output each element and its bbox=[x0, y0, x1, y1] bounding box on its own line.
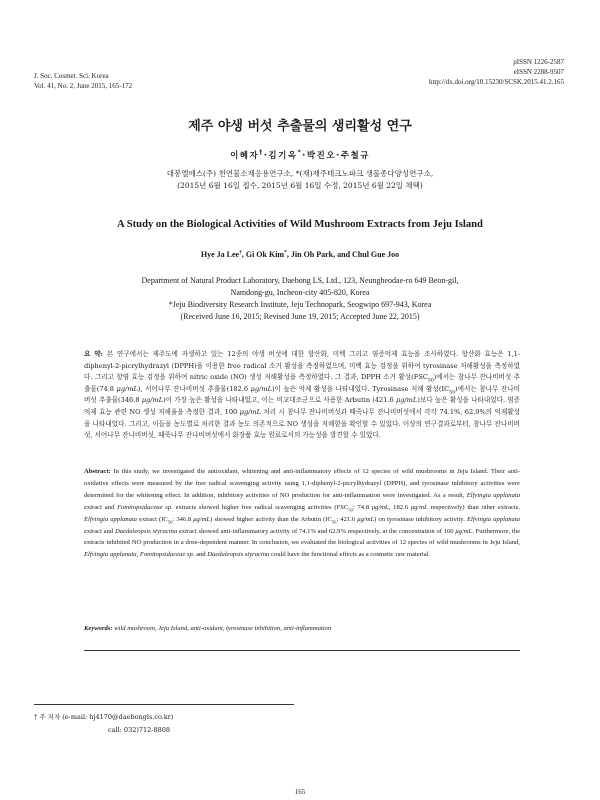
subscript: 50 bbox=[427, 378, 434, 384]
unit: μg/mL bbox=[455, 527, 473, 535]
title-english: A Study on the Biological Activities of Wild Mushroom Extracts from Jeju Island bbox=[117, 219, 483, 230]
author-2: 김기옥 bbox=[268, 151, 298, 161]
species-name: Elfvingia applanata, Fomitopsidaceae sp. bbox=[84, 551, 195, 559]
title-korean: 제주 야생 버섯 추출물의 생리활성 연구 bbox=[188, 119, 412, 134]
affiliation-english bbox=[0, 275, 600, 323]
eissn: eISSN 2288-9507 bbox=[513, 68, 564, 76]
species-name: Daedaleopsis styracina bbox=[207, 551, 270, 559]
author-separator: · bbox=[263, 151, 269, 161]
species-name: Elfvingia applanata bbox=[466, 491, 520, 499]
abstract-english-text: extracts showed higher free radical scavenging activities (FSC bbox=[172, 503, 349, 511]
unit: μg/mL bbox=[141, 396, 164, 405]
abstract-english-text: extract showed anti-inflammatory activity of 74.1% and 62.9% respectively, at the concentration of 100 bbox=[177, 527, 456, 535]
affiliation-korean bbox=[0, 168, 600, 192]
affiliation-english-line: *Jeju Biodiversity Research Institute, Jeju Technopark, Seogwipo 697-943, Korea bbox=[168, 300, 432, 309]
species-name: Elfvingia applanata bbox=[84, 515, 137, 523]
abstract-english-text: : 74.8 bbox=[352, 503, 372, 511]
author-en-2-mark: * bbox=[284, 249, 287, 256]
journal-header-right bbox=[429, 57, 564, 87]
subscript: 50 bbox=[331, 518, 337, 524]
abstract-english-text: extract (IC bbox=[136, 515, 168, 523]
keywords-label: Keywords: bbox=[84, 625, 113, 632]
abstract-korean-text: )이 높은 억제 활성을 나타내었다. Tyrosinase 저해 활성(IC bbox=[271, 384, 450, 393]
abstract-english-text: extract and bbox=[84, 503, 118, 511]
abstract-english-text: respectively) than other extracts. bbox=[427, 503, 521, 511]
abstract-english-text: could have the functional effects as a cosmetic raw material. bbox=[269, 551, 431, 559]
section-divider bbox=[84, 650, 520, 651]
abstract-english-text: ) on tyrosinase inhibitory activity. bbox=[374, 515, 467, 523]
abstract-english-text: . Furthermore, the extracts inhibited NO production in a dose-dependent manner. In conclusion, we evaluated the biological activities of 12 species of wild mushrooms in Jeju Island, bbox=[84, 527, 520, 547]
species-name: Elfvingia applanata bbox=[467, 515, 520, 523]
footnote-divider bbox=[34, 704, 294, 705]
author-2-mark: * bbox=[297, 149, 303, 157]
unit: μg/mL bbox=[410, 503, 428, 511]
unit: μg/mL bbox=[250, 384, 272, 393]
species-name: Daedaleopsis styracina bbox=[114, 527, 178, 535]
abstract-english-text: and bbox=[194, 551, 208, 559]
keywords bbox=[84, 624, 520, 634]
journal-name: J. Soc. Cosmet. Sci. Korea bbox=[34, 72, 109, 80]
doi-link[interactable]: http://dx.doi.org/10.15230/SCSK.2015.41.2.165 bbox=[428, 78, 564, 86]
unit: μg/mL bbox=[357, 515, 375, 523]
abstract-english-text: extract and bbox=[84, 527, 115, 535]
subscript: 50 bbox=[167, 518, 173, 524]
pissn: pISSN 1226-2587 bbox=[513, 58, 564, 66]
abstract-korean-text: ), 서어나무 잔나비버섯 추출물(182.6 bbox=[137, 384, 251, 393]
author-separator: · bbox=[336, 151, 341, 161]
dates-english: (Received June 16, 2015; Revised June 19, 2015; Accepted June 22, 2015) bbox=[180, 312, 420, 321]
abstract-korean-text: )에서는 참나무 잔나비버섯 추출물(346.8 bbox=[84, 384, 521, 405]
abstract-english bbox=[84, 466, 520, 561]
author-en-1: Hye Ja Lee bbox=[200, 250, 240, 259]
subscript: 50 bbox=[348, 507, 353, 513]
unit: μg/mL bbox=[116, 384, 138, 393]
authors-korean bbox=[0, 149, 600, 161]
abstract-korean-text: )이 가장 높은 활성을 나타내었고, 이는 비교대조군으로 사용한 Arbutin (421.6 bbox=[163, 396, 396, 405]
abstract-korean-text: )에서는 참나무 잔나비버섯 추출물(74.8 bbox=[84, 373, 521, 393]
author-separator: · bbox=[302, 151, 307, 161]
abstract-english-text: ) showed higher activity than the Arbutin (IC bbox=[210, 515, 332, 523]
unit: μg/mL bbox=[239, 407, 262, 416]
abstract-english-text: , 182.6 bbox=[388, 503, 411, 511]
footnote-author: † 주 저자 (e-mail: hj4170@daebongls.co.kr) bbox=[34, 713, 174, 721]
affiliation-english-line: Namdong-gu, Incheon-city 405-820, Korea bbox=[230, 288, 370, 297]
abstract-korean-text: 처리 시 참나무 잔나비버섯과 때죽나무 잔나비버섯에서 각각 74.1%, 62.9%의 억제활성을 나타내었다. 그리고, 이들을 농도별로 처리한 결과 농도 의존적으로 NO 생성을 저해함을 확인할 수 있었다. 이상의 연구결과로부터, 참나무 잔나비버섯, 서어나무 잔나비버섯, 때죽나무 잔나비버섯에서 화장품 효능 원료로서의 가능성을 발견할 수 있었다. bbox=[84, 407, 520, 440]
author-en-rest: , Jin Oh Park, and Chul Gue Joo bbox=[286, 250, 400, 259]
author-1-mark: † bbox=[259, 149, 264, 157]
dates-korean: (2015년 6월 16일 접수, 2015년 6월 16일 수정, 2015년 6월 22일 채택) bbox=[177, 181, 423, 190]
author-1: 이혜자 bbox=[230, 151, 260, 161]
affiliation-english-line: Department of Natural Product Laboratory, Daebong LS, Ltd., 123, Neungheodae-ro 649 Beon-gil, bbox=[141, 276, 459, 285]
author-3: 박진오 bbox=[306, 151, 337, 161]
unit: μg/mL bbox=[395, 396, 418, 405]
journal-volume: Vol. 41, No. 2, June 2015, 165-172 bbox=[34, 82, 133, 90]
author-4: 주철규 bbox=[340, 151, 370, 161]
author-en-1-mark: † bbox=[239, 249, 242, 256]
subscript: 50 bbox=[449, 390, 456, 396]
species-name: Fomitopsidaceae sp. bbox=[117, 503, 173, 511]
unit: μg/mL bbox=[371, 503, 389, 511]
abstract-english-label: Abstract: bbox=[84, 468, 111, 475]
abstract-english-text: : 346.8 bbox=[172, 515, 194, 523]
affiliation-korean-line: 대봉엘에스(주) 천연물소재응용연구소, *(재)제주테크노파크 생물종다양성연구소, bbox=[166, 169, 434, 178]
footnote-phone: call: 032)712-8808 bbox=[108, 726, 171, 734]
abstract-english-text: In this study, we investigated the antioxidant, whitening and anti-inflammatory effects of 12 species of wild mushrooms in Jeju Island. Their anti-oxidative effects were measured by the free radical scavenging activity using 1,1-diphenyl-2-picrylhydrazyl (DPPH), and tyrosinase inhibitory activities were determined for the whitening effect. In addition, inhibitory activities of NO production for anti-inflammation were investigated. As a result, bbox=[84, 468, 520, 499]
abstract-korean-text: )보다 높은 활성을 나타내었다. 염증억제 효능 관련 NO 생성 저해율을 측정한 결과, 100 bbox=[84, 396, 520, 416]
abstract-korean-label: 요 약: bbox=[84, 350, 104, 358]
authors-english bbox=[0, 250, 600, 259]
page-number: 165 bbox=[294, 788, 306, 796]
unit: μg/mL bbox=[193, 515, 211, 523]
journal-header-left bbox=[34, 71, 132, 91]
abstract-korean bbox=[84, 349, 520, 442]
author-en-2: , Gi Ok Kim bbox=[241, 250, 285, 259]
abstract-korean-text: 본 연구에서는 제주도에 자생하고 있는 12종의 야생 버섯에 대한 항산화, 미백 그리고 염증억제 효능을 조사하였다. 항산화 효능은 1,1-diphenyl-2-picrylhydrazyl (DPPH)을 이용한 free radical 소거 활성을 측정하였으며, 미백 효능 검정을 위하여 tyrosinase 저해활성을 측정하였다. 그리고 항염 효능 검정을 위하여 nitric oxide (NO) 생성 저해활성을 측정하였다. 그 결과, DPPH 소거 활성(FSC bbox=[84, 350, 521, 382]
abstract-english-text: : 421.6 bbox=[336, 515, 358, 523]
keywords-text: wild mushroom, Jeju Island, anti-oxidant, tyrosinase inhibition, anti-inflammation bbox=[112, 625, 332, 632]
